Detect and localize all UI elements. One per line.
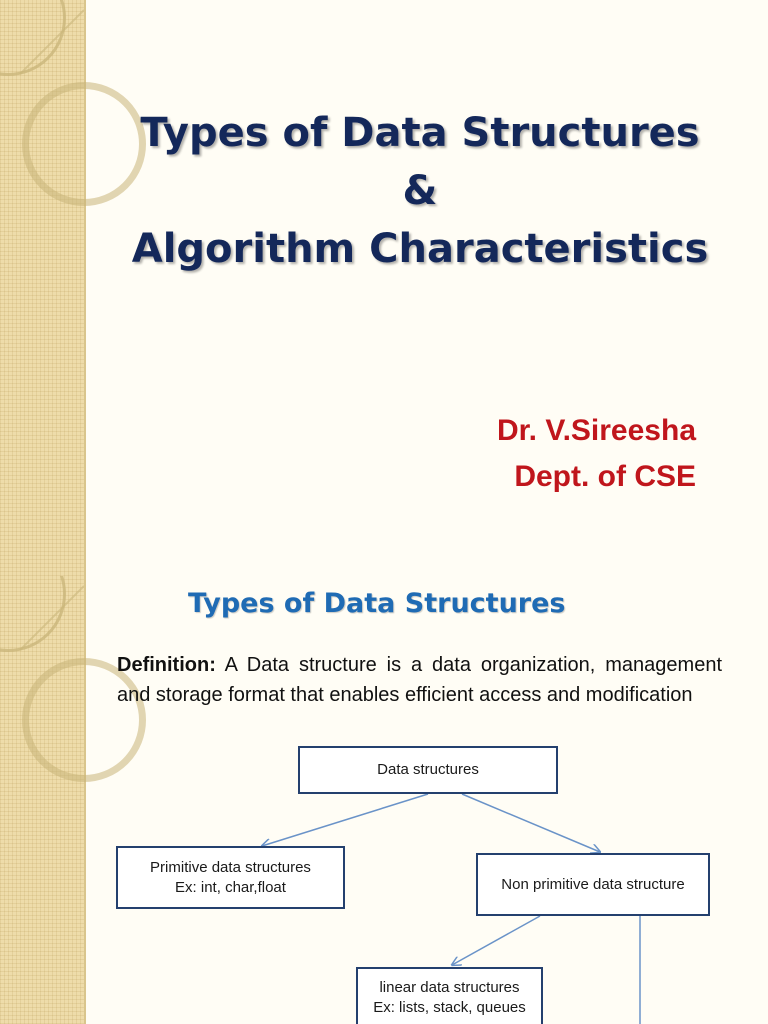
diagram-node-root	[298, 746, 558, 794]
node-linear-examples: Ex: lists, stack, queues	[373, 999, 526, 1016]
definition-label: Definition:	[117, 654, 216, 676]
title-line-3: Algorithm Characteristics	[131, 226, 709, 272]
diagram-node-primitive	[116, 846, 345, 909]
title-line-2: &	[402, 168, 438, 214]
arrow-non-primitive-to-linear	[452, 916, 540, 965]
author-department: Dept. of CSE	[514, 460, 696, 493]
content-slide	[0, 576, 768, 1024]
node-linear-title: linear data structures	[379, 979, 520, 996]
node-non-primitive-label: Non primitive data structure	[501, 875, 685, 893]
presentation-title	[90, 104, 750, 278]
node-root-label: Data structures	[377, 761, 479, 778]
node-primitive-title: Primitive data structures	[150, 858, 311, 876]
diagram-node-linear	[356, 967, 543, 1024]
node-primitive-examples: Ex: int, char,float	[175, 878, 286, 896]
author-block	[497, 408, 696, 500]
arrow-root-to-non-primitive	[462, 794, 600, 852]
diagram-node-non-primitive	[476, 853, 710, 916]
slide-heading: Types of Data Structures	[188, 588, 566, 619]
author-name: Dr. V.Sireesha	[496, 414, 696, 447]
definition-text: A Data structure is a data organization, management and storage format that enables efficient access and modification	[117, 654, 722, 706]
arrow-root-to-primitive	[262, 794, 428, 846]
title-line-1: Types of Data Structures	[140, 110, 700, 156]
diagram-connectors	[0, 576, 768, 1024]
